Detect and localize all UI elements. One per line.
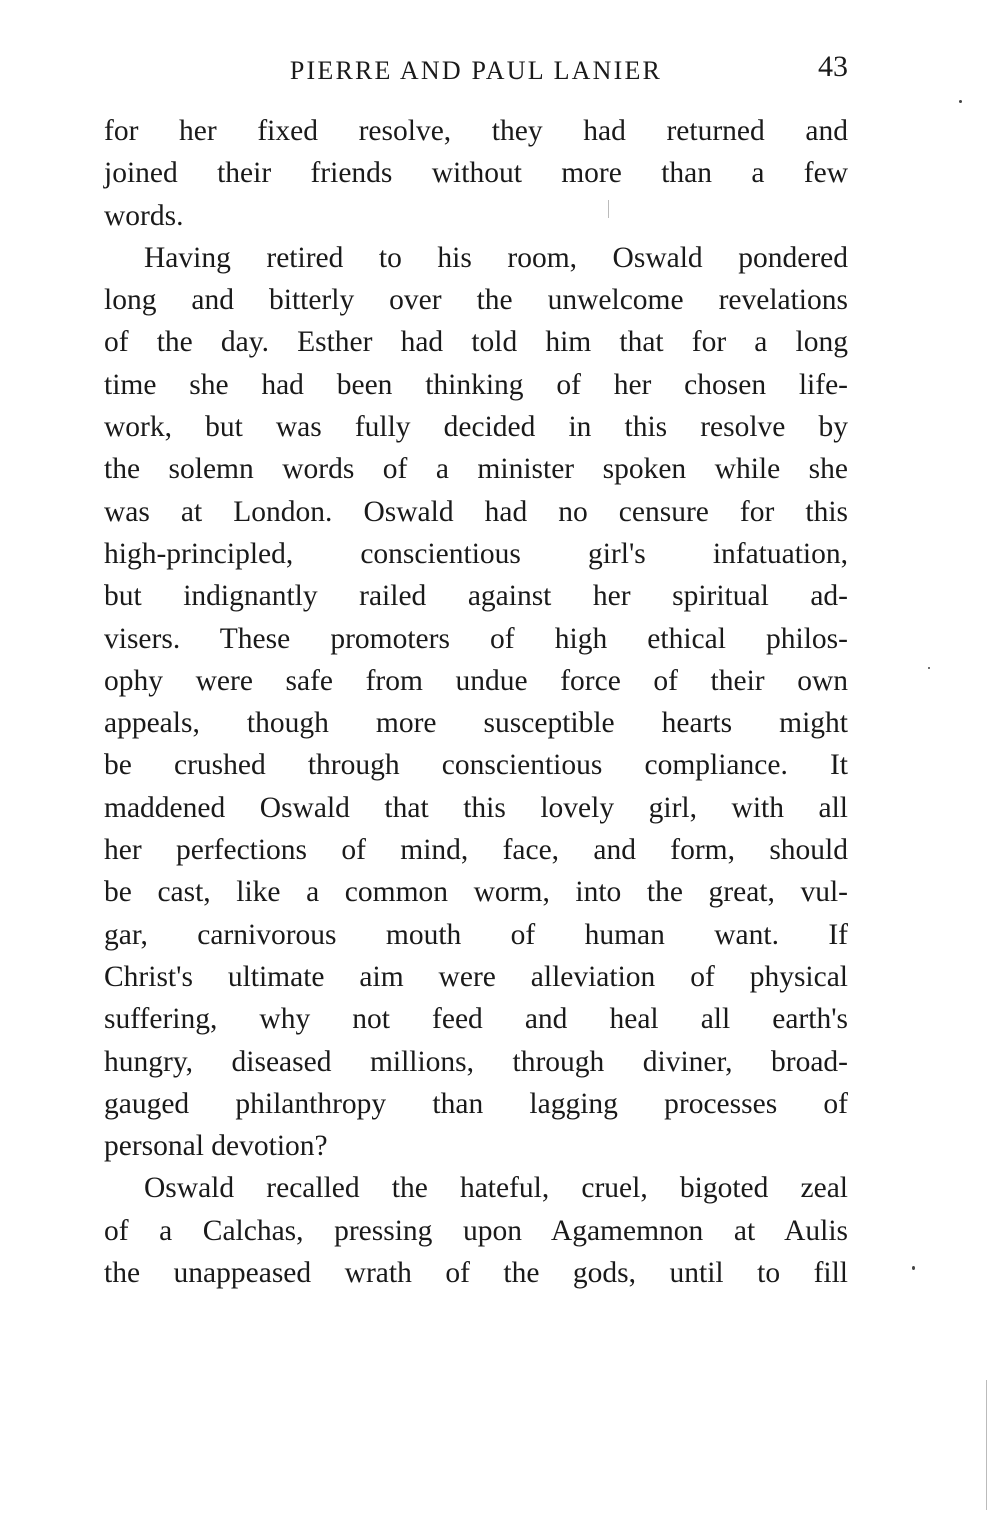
scan-speck — [912, 1266, 915, 1270]
text-line: work, but was fully decided in this resolve by — [104, 411, 848, 444]
text-line: the unappeased wrath of the gods, until to fill — [104, 1257, 848, 1290]
text-line: visers. These promoters of high ethical philos- — [104, 622, 848, 655]
running-head — [104, 50, 848, 100]
text-line: ophy were safe from undue force of their own — [104, 664, 848, 697]
text-line: Christ's ultimate aim were alleviation of physical — [104, 960, 848, 993]
text-line: her perfections of mind, face, and form, should — [104, 834, 848, 867]
text-line: the solemn words of a minister spoken while she — [104, 453, 848, 486]
text-line: gar, carnivorous mouth of human want. If — [104, 918, 848, 951]
text-line: was at London. Oswald had no censure for this — [104, 495, 848, 528]
text-line: of a Calchas, pressing upon Agamemnon at Aulis — [104, 1214, 848, 1247]
page-number: 43 — [818, 50, 848, 83]
text-line: appeals, though more susceptible hearts might — [104, 707, 848, 740]
paragraph — [104, 237, 848, 1168]
scan-artifact — [608, 200, 609, 218]
running-title: PIERRE AND PAUL LANIER — [289, 56, 663, 85]
text-line: be crushed through conscientious compliance. It — [104, 749, 848, 782]
text-line: maddened Oswald that this lovely girl, with all — [104, 791, 848, 824]
text-line: Oswald recalled the hateful, cruel, bigoted zeal — [144, 1172, 848, 1205]
text-line: but indignantly railed against her spiritual ad- — [104, 580, 848, 613]
text-line: personal devotion? — [104, 1130, 328, 1163]
text-line: time she had been thinking of her chosen life- — [104, 368, 848, 401]
text-line: be cast, like a common worm, into the great, vul- — [104, 876, 848, 909]
text-line: suffering, why not feed and heal all earth's — [104, 1003, 848, 1036]
text-line: Having retired to his room, Oswald pondered — [144, 241, 848, 274]
text-line: of the day. Esther had told him that for a long — [104, 326, 848, 359]
text-line: joined their friends without more than a few — [104, 157, 848, 190]
paragraph — [104, 110, 848, 237]
body-text — [104, 110, 848, 1294]
scan-speck — [959, 100, 962, 103]
text-line: for her fixed resolve, they had returned and — [104, 115, 848, 147]
scan-artifact — [986, 1380, 987, 1510]
text-line: long and bitterly over the unwelcome revelations — [104, 284, 848, 317]
text-line: hungry, diseased millions, through diviner, broad- — [104, 1045, 848, 1078]
scan-speck — [928, 667, 930, 669]
paragraph — [104, 1167, 848, 1294]
text-line: high-principled, conscientious girl's infatuation, — [104, 537, 848, 570]
text-line: words. — [104, 199, 184, 232]
text-line: gauged philanthropy than lagging processes of — [104, 1087, 848, 1120]
